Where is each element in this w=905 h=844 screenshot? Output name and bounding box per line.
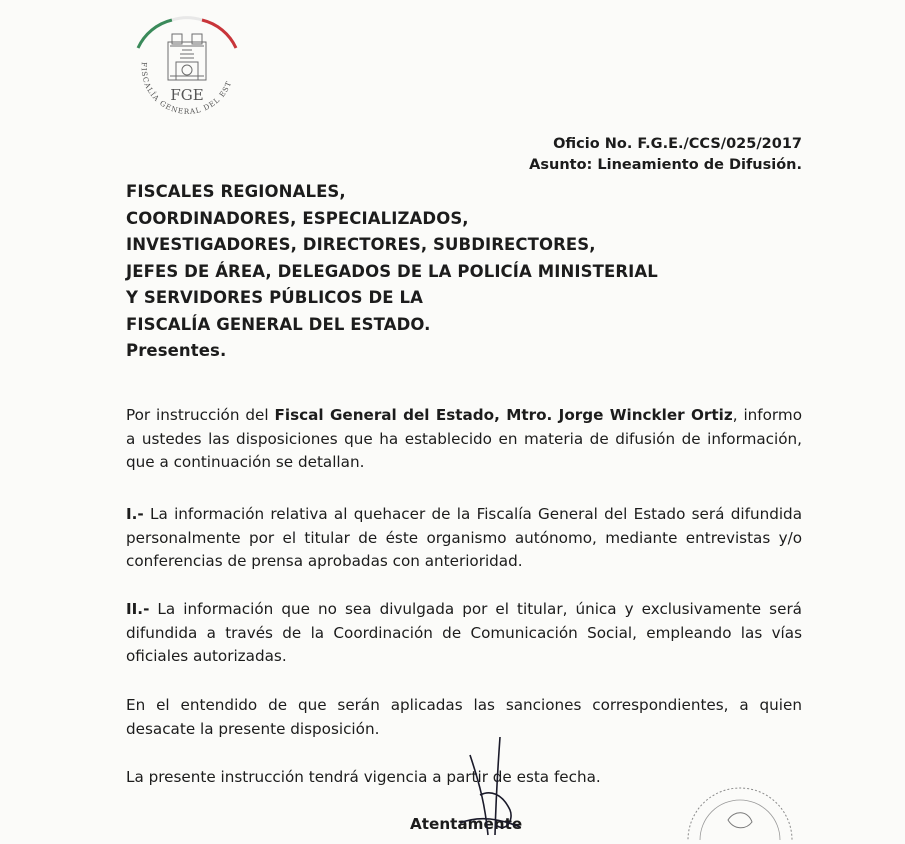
- fge-logo: [124, 14, 249, 129]
- presentes: Presentes.: [126, 341, 227, 360]
- oficio-number: Oficio No. F.G.E./CCS/025/2017: [553, 136, 802, 152]
- item-two-text: La información que no sea divulgada por el titular, única y exclusivamente será difundida a través de la Coordinación de Comunicación Social, empleando las vías oficiales autorizadas.: [126, 600, 802, 665]
- intro-bold-text: Fiscal General del Estado, Mtro. Jorge Winckler Ortiz: [274, 406, 733, 424]
- recipient-line: JEFES DE ÁREA, DELEGADOS DE LA POLICÍA MINISTERIAL: [126, 261, 658, 281]
- reference-block: [529, 134, 802, 176]
- fge-arc-text: FISCALÍA GENERAL DEL EST: [139, 61, 234, 116]
- recipient-line: Y SERVIDORES PÚBLICOS DE LA: [126, 288, 423, 307]
- item-two-label: II.-: [126, 600, 150, 618]
- recipient-line: FISCALES REGIONALES,: [126, 182, 346, 201]
- handwritten-signature: [440, 735, 530, 840]
- item-one-label: I.-: [126, 505, 144, 523]
- signoff: Atentamente: [410, 815, 523, 833]
- intro-text: Por instrucción del: [126, 406, 275, 424]
- intro-text-end: , informo a ustedes las disposiciones que ha establecido en materia de difusión de información, que a continuación se detallan.: [126, 406, 802, 471]
- recipients-block: [126, 179, 658, 365]
- sanctions-paragraph: En el entendido de que serán aplicadas las sanciones correspondientes, a quien desacate la presente disposición.: [126, 696, 802, 738]
- fge-abbreviation: FGE: [170, 86, 204, 104]
- validity-paragraph: La presente instrucción tendrá vigencia a partir de esta fecha.: [126, 768, 601, 786]
- recipient-line: COORDINADORES, ESPECIALIZADOS,: [126, 208, 469, 228]
- recipient-line: INVESTIGADORES, DIRECTORES, SUBDIRECTORES,: [126, 235, 596, 254]
- item-one-text: La información relativa al quehacer de la Fiscalía General del Estado será difundida personalmente por el titular de éste organismo autónomo, mediante entrevistas y/o conferencias de prensa aprobadas con anterioridad.: [126, 505, 802, 570]
- item-two-paragraph: [126, 598, 802, 669]
- recipient-line: FISCALÍA GENERAL DEL ESTADO.: [126, 314, 431, 334]
- fge-seal-icon: [124, 14, 249, 129]
- official-stamp: [670, 780, 810, 840]
- intro-paragraph: [126, 404, 802, 475]
- item-one-paragraph: [126, 503, 802, 574]
- asunto: Asunto: Lineamiento de Difusión.: [529, 157, 802, 173]
